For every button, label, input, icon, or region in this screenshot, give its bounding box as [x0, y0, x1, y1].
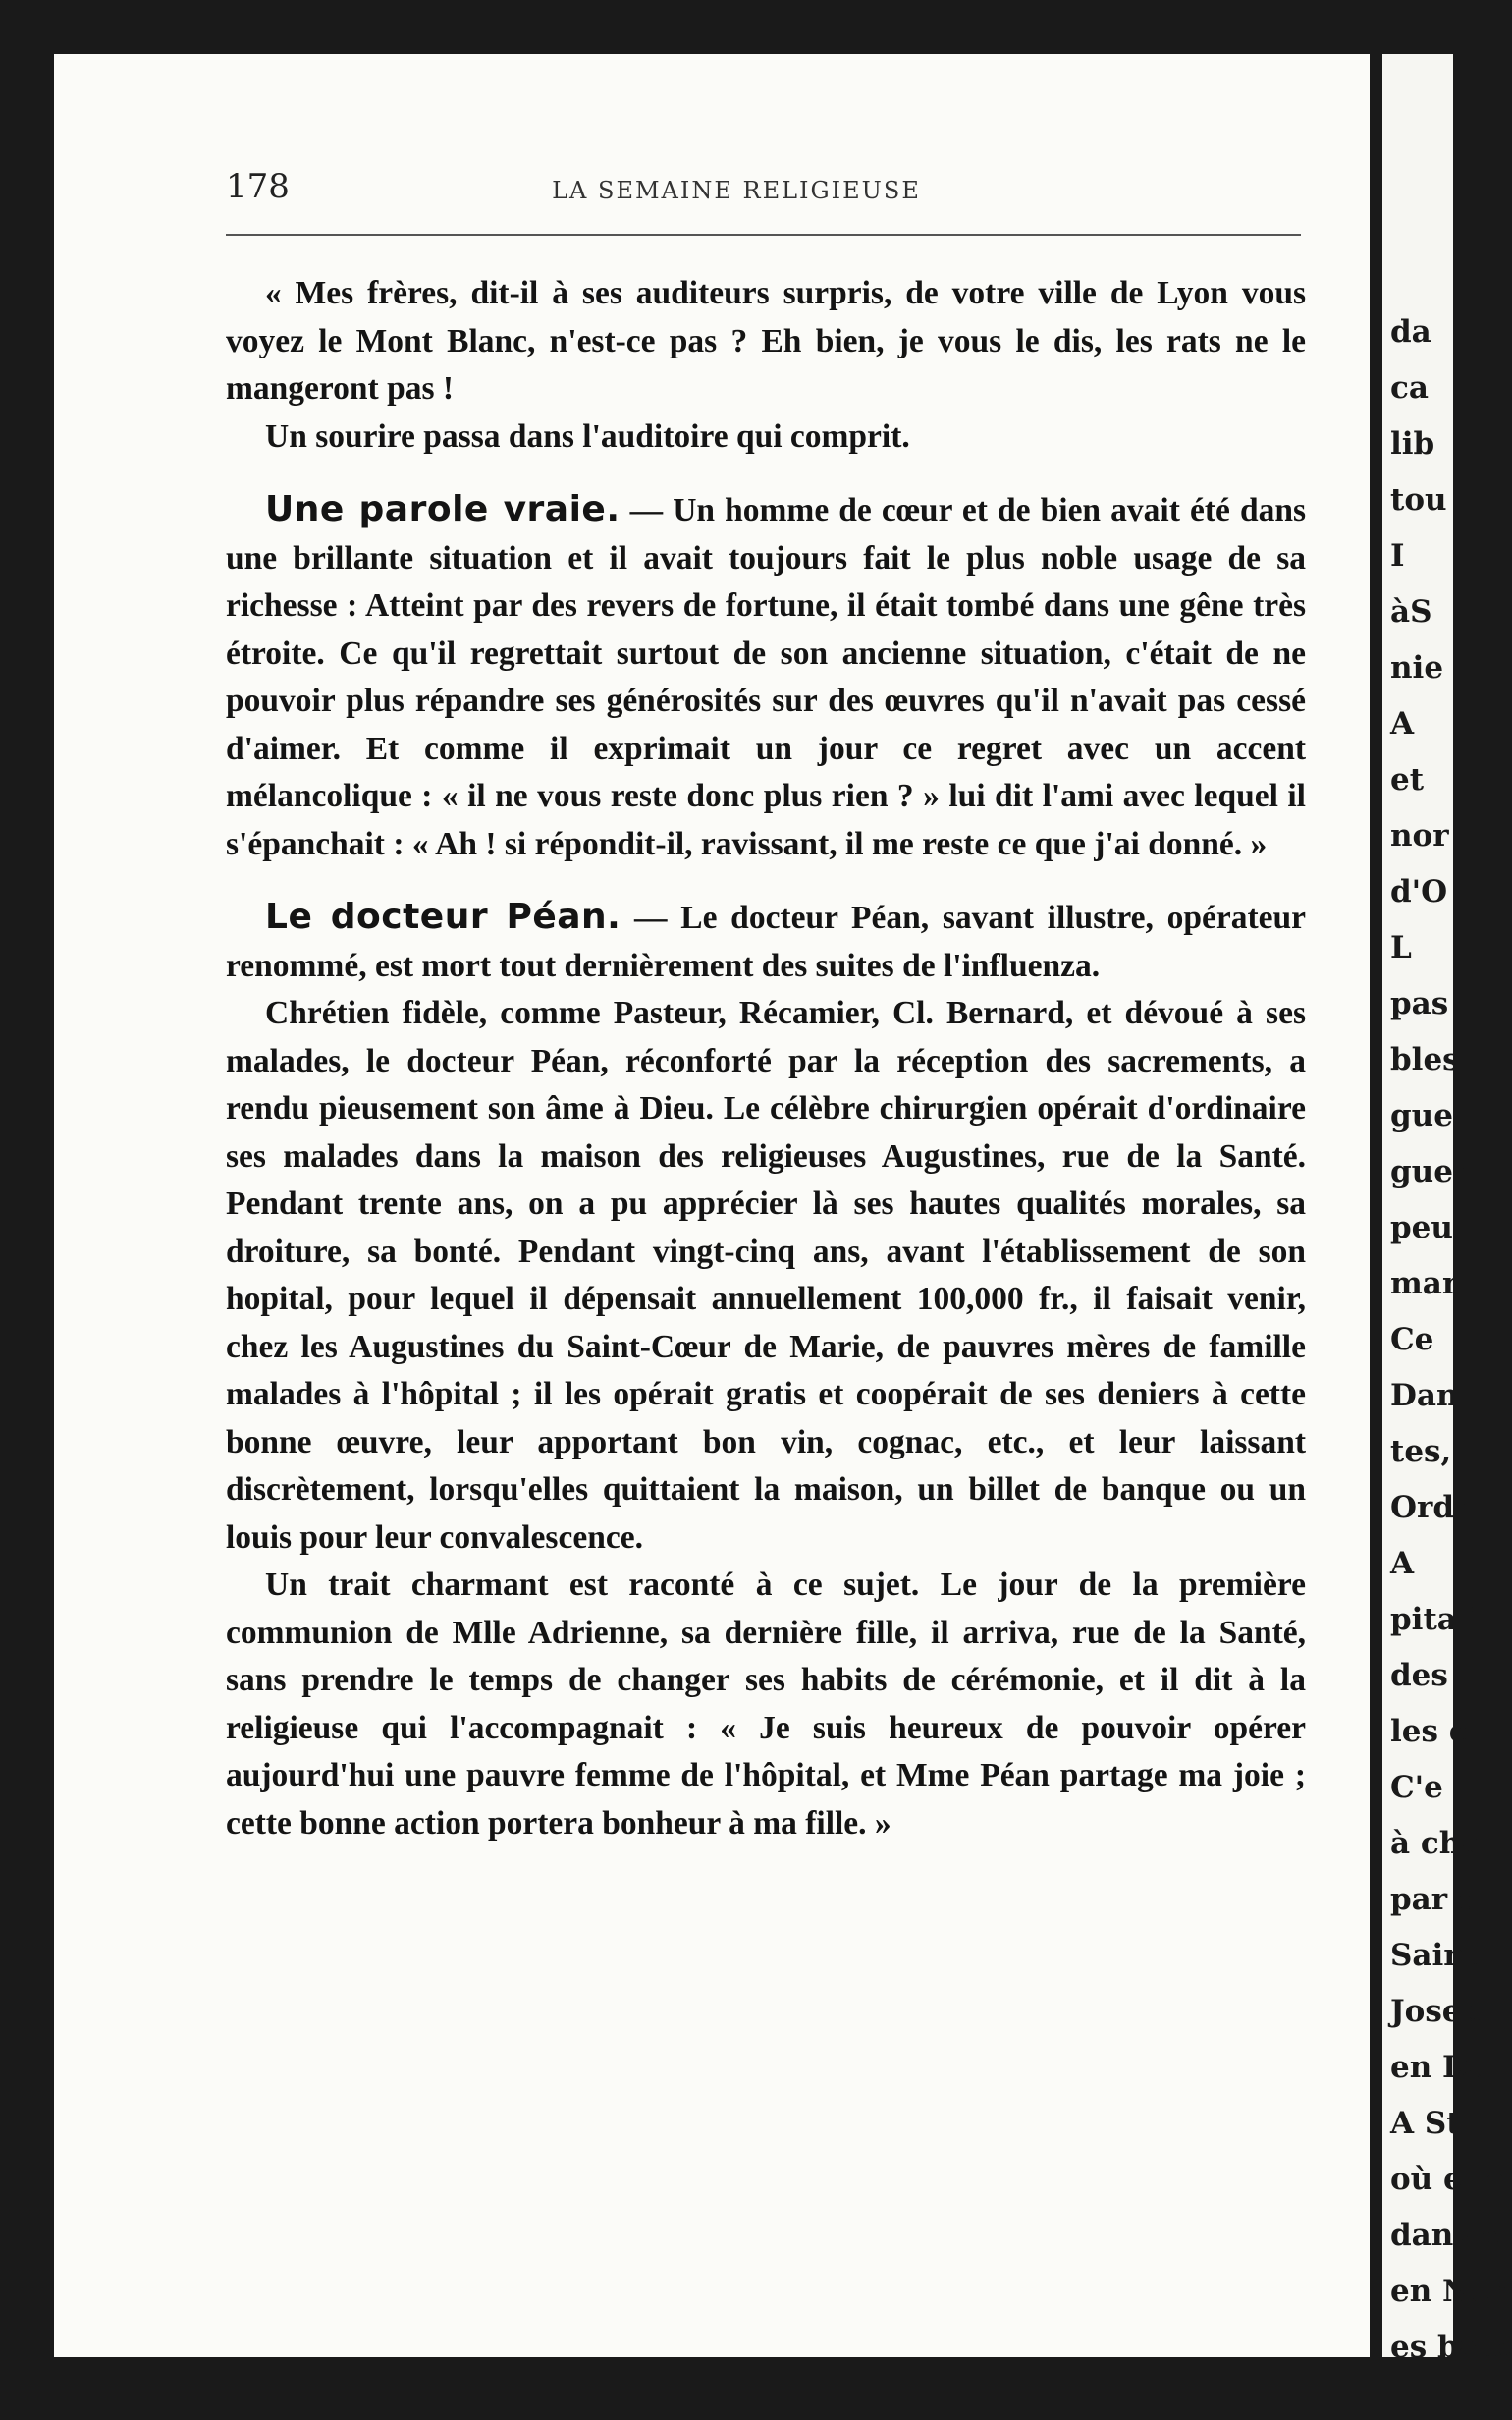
next-page-fragment: Ordr [1390, 1490, 1471, 1525]
section-title: Une parole vraie. [265, 489, 621, 529]
paragraph-5: Chrétien fidèle, comme Pasteur, Récamier, Cl. Bernard, et dévoué à ses malades, le docteur Péan, réconforté par la réception des sacrements, a rendu pieusement son âme à Dieu. Le célèbre chirurgien opérait d'ordinaire ses malades dans la maison des religieuses Augustines, rue de la Santé. Pendant trente ans, on a pu apprécier là ses hautes qualités morales, sa droiture, sa bonté. Pendant vingt-cinq ans, avant l'établissement de son hopital, pour lequel il dépensait annuellement 100,000 fr., il faisait venir, chez les Augustines du Saint-Cœur de Marie, de pauvres mères de famille malades à l'hôpital ; il les opérait gratis et coopérait de ses deniers à cette bonne œuvre, leur apportant bon vin, cognac, etc., et leur laissant discrètement, lorsqu'elles quittaient la maison, un billet de banque ou un louis pour leur convalescence. [226, 995, 1306, 1556]
paragraph-6: Un trait charmant est raconté à ce sujet. Le jour de la première communion de Mlle Adrienne, sa dernière fille, il arriva, rue de la Santé, sans prendre le temps de changer ses habits de cérémonie, et il dit à la religieuse qui l'accompagnait : « Je suis heureux de pouvoir opérer aujourd'hui une pauvre femme de l'hôpital, et Mme Péan partage ma joie ; cette bonne action portera bonheur à ma fille. » [226, 1567, 1306, 1842]
next-page-fragment: à cha [1390, 1826, 1482, 1861]
next-page-fragment: es bate [1390, 2330, 1512, 2365]
next-page-fragment: peut [1390, 1210, 1468, 1245]
header-rule [226, 234, 1301, 236]
adjacent-page-edge [1382, 54, 1512, 2365]
next-page-fragment: et [1390, 762, 1425, 798]
next-page-fragment: A [1390, 1546, 1415, 1581]
next-page-fragment: A St [1390, 2106, 1461, 2141]
next-page-fragment: des [1390, 1658, 1448, 1693]
next-page-fragment: en Nor [1390, 2274, 1507, 2309]
next-page-fragment: en Da [1390, 2050, 1489, 2085]
next-page-fragment: tou [1390, 482, 1447, 518]
paragraph-3: — Un homme de cœur et de bien avait été dans une brillante situation et il avait toujours fait le plus noble usage de sa richesse : Atteint par des revers de fortune, il était tombé dans une gêne très étroite. Ce qu'il regrettait surtout de son ancienne situation, c'était de ne pouvoir plus répandre ses générosités sur des œuvres qu'il n'avait pas cessé d'aimer. Et comme il exprimait un jour ce regret avec un accent mélancolique : « il ne vous reste donc plus rien ? » lui dit l'ami avec lequel il s'épanchait : « Ah ! si répondit-il, ravissant, il me reste ce que j'ai donné. » [226, 492, 1306, 862]
next-page-fragment: àS [1390, 594, 1432, 630]
body-text [226, 270, 1306, 1847]
next-page-fragment: lib [1390, 426, 1435, 462]
next-page-fragment: nor [1390, 818, 1449, 853]
section-le-docteur-pean [226, 894, 1306, 990]
next-page-fragment: dans c [1390, 2218, 1500, 2253]
page-number: 178 [226, 167, 290, 206]
next-page-fragment: gue [1390, 1098, 1453, 1133]
running-title: LA SEMAINE RELIGIEUSE [552, 177, 921, 204]
next-page-fragment: C'e [1390, 1770, 1443, 1805]
paragraph-4: — Le docteur Péan, savant illustre, opérateur renommé, est mort tout dernièrement des suites de l'influenza. [226, 900, 1306, 984]
next-page-fragment: où elle [1390, 2162, 1506, 2197]
section-une-parole-vraie [226, 486, 1306, 868]
next-page-fragment: les e [1390, 1714, 1469, 1749]
next-page-fragment: I [1390, 538, 1405, 574]
next-page-fragment: L [1390, 930, 1412, 965]
next-page-fragment: d'O [1390, 874, 1448, 909]
next-page-fragment: bles [1390, 1042, 1460, 1077]
next-page-fragment: Josep [1390, 1994, 1484, 2029]
next-page-fragment: nie [1390, 650, 1444, 686]
next-page-fragment: tes, [1390, 1434, 1452, 1469]
next-page-fragment: Dan [1390, 1378, 1459, 1413]
next-page-fragment: Ce [1390, 1322, 1434, 1357]
next-page-fragment: par d [1390, 1882, 1480, 1917]
paragraph-2: Un sourire passa dans l'auditoire qui comprit. [265, 417, 910, 455]
next-page-fragment: guer [1390, 1154, 1470, 1189]
next-page-fragment: pas [1390, 986, 1449, 1021]
next-page-fragment: A [1390, 706, 1415, 742]
next-page-fragment: pitali [1390, 1602, 1481, 1637]
next-page-fragment: ca [1390, 370, 1429, 406]
next-page-fragment: da [1390, 314, 1431, 350]
paragraph-1: « Mes frères, dit-il à ses auditeurs surpris, de votre ville de Lyon vous voyez le Mont Blanc, n'est-ce pas ? Eh bien, je vous le dis, les rats ne le mangeront pas ! [226, 275, 1306, 407]
next-page-fragment: Saint [1390, 1938, 1481, 1973]
section-title: Le docteur Péan. [265, 897, 621, 937]
next-page-fragment: man [1390, 1266, 1465, 1301]
